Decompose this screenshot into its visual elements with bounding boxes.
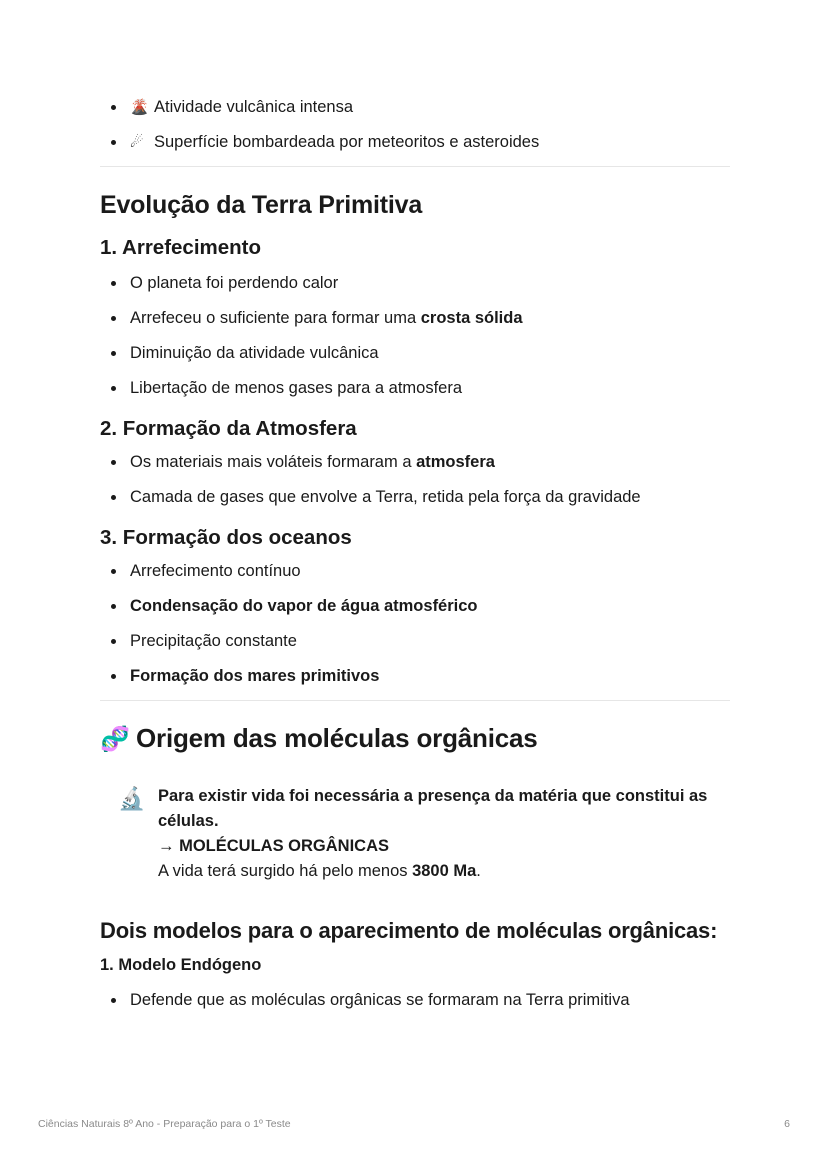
subsection-title: 3. Formação dos oceanos [100, 526, 352, 549]
page-footer [38, 1118, 790, 1130]
divider [100, 700, 730, 701]
list-item: Formação dos mares primitivos [100, 665, 730, 687]
page-number: 6 [784, 1118, 790, 1130]
volcano-icon: 🌋 [130, 98, 149, 116]
list-item: Camada de gases que envolve a Terra, retida pela força da gravidade [100, 486, 730, 508]
list-item: O planeta foi perdendo calor [100, 272, 730, 294]
model-title: 1. Modelo Endógeno [100, 956, 262, 974]
document-page [100, 96, 730, 1024]
oceans-list [100, 560, 730, 687]
section-title: Evolução da Terra Primitiva [100, 191, 423, 219]
meteor-icon: ☄ [130, 133, 144, 151]
list-item: Condensação do vapor de água atmosférico [100, 595, 730, 617]
callout-conclusion: → MOLÉCULAS ORGÂNICAS [158, 837, 389, 855]
list-item: Precipitação constante [100, 630, 730, 652]
cooling-list [100, 272, 730, 399]
list-item: 🌋 Atividade vulcânica intensa [100, 96, 730, 118]
dna-icon: 🧬 [100, 725, 130, 753]
divider [100, 166, 730, 167]
subsection-title: 2. Formação da Atmosfera [100, 417, 357, 440]
list-item: ☄ Superfície bombardeada por meteoritos e asteroides [100, 131, 730, 153]
list-item: Os materiais mais voláteis formaram a atmosfera [100, 451, 730, 473]
list-item: Arrefeceu o suficiente para formar uma crosta sólida [100, 307, 730, 329]
endogenous-list [100, 989, 730, 1011]
atmosphere-list [100, 451, 730, 508]
list-item: Arrefecimento contínuo [100, 560, 730, 582]
section-title: 🧬 Origem das moléculas orgânicas [100, 723, 538, 753]
footer-title: Ciências Naturais 8º Ano - Preparação para o 1º Teste [38, 1118, 291, 1130]
list-item: Libertação de menos gases para a atmosfera [100, 377, 730, 399]
list-item: Diminuição da atividade vulcânica [100, 342, 730, 364]
intro-list [100, 96, 730, 153]
microscope-icon: 🔬 [118, 786, 146, 811]
models-title: Dois modelos para o aparecimento de moléculas orgânicas: [100, 918, 718, 943]
subsection-title: 1. Arrefecimento [100, 236, 262, 259]
callout: 🔬 Para existir vida foi necessária a presença da matéria que constitui as células. → MOLÉCULAS ORGÂNICAS A vida terá surgido há pelo menos 3800 Ma. [118, 784, 730, 884]
list-item: Defende que as moléculas orgânicas se formaram na Terra primitiva [100, 989, 730, 1011]
callout-statement: Para existir vida foi necessária a presença da matéria que constitui as células. [158, 787, 708, 830]
